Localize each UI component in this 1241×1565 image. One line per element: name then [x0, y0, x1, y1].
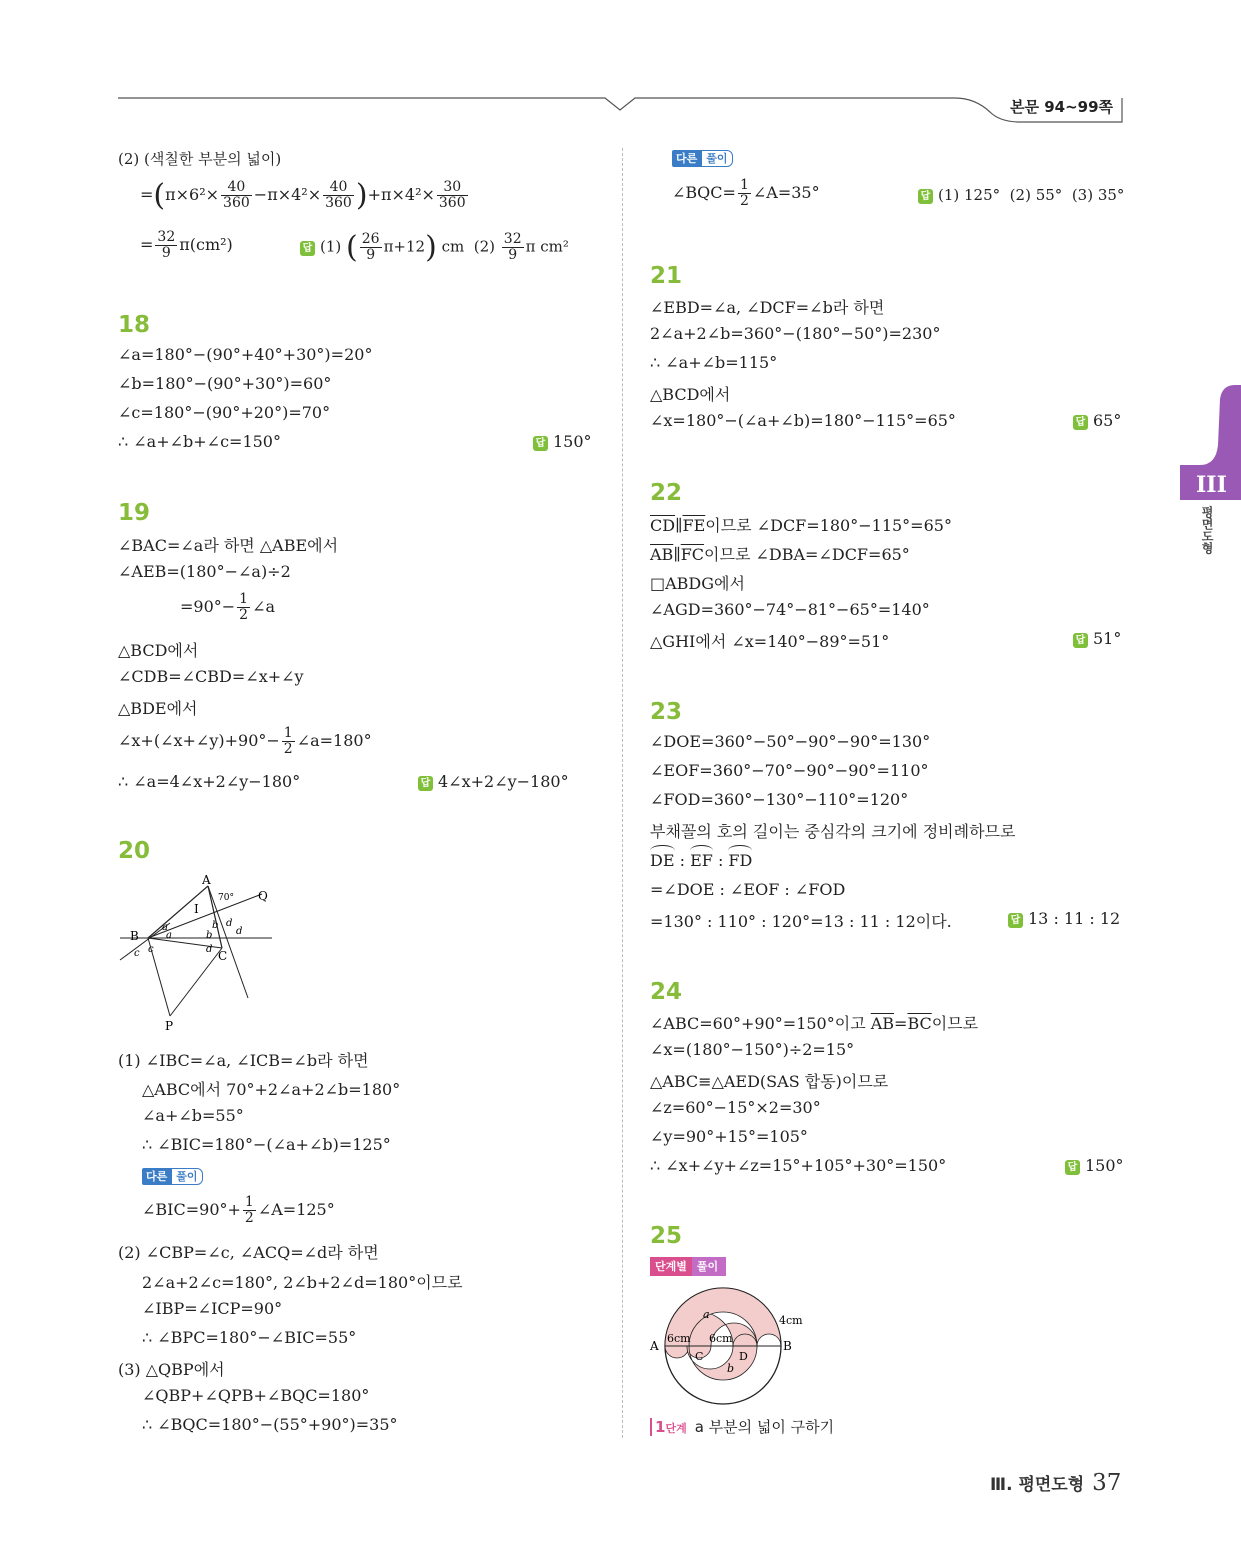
q20-figure: [110, 868, 290, 1038]
q24-answer: 답 150°: [1065, 1156, 1124, 1175]
q20-line: (3) △QBP에서: [118, 1360, 225, 1379]
q18-line: ∠a=180°−(90°+40°+30°)=20°: [118, 345, 373, 364]
q24-number: 24: [650, 979, 683, 1005]
q24-line: ∠ABC=60°+90°=150°이고 $\overline{AB}=\overline{BC}$이므로: [650, 1014, 979, 1033]
q20-label-b: b: [212, 920, 219, 931]
alt-solution-badge: 다른 풀이: [672, 150, 733, 166]
q20-line: ∴ ∠BQC=180°−(55°+90°)=35°: [142, 1415, 398, 1434]
q20-label-b: b: [206, 930, 213, 941]
q22-line: □ABDG에서: [650, 574, 745, 593]
q23-line: ∠DOE=360°−50°−90°−90°=130°: [650, 732, 931, 751]
q19-line: ∴ ∠a=4∠x+2∠y−180°: [118, 772, 301, 791]
q25-label-len3: 4cm: [779, 1314, 803, 1327]
q20-answer: 답 (1) 125° (2) 55° (3) 35°: [918, 186, 1124, 204]
q18-number: 18: [118, 312, 151, 338]
q20-label-A: A: [202, 873, 211, 887]
q19-line: ∠CDB=∠CBD=∠x+∠y: [118, 667, 304, 686]
q22-line: $\overline{AB}\parallel\overline{FC}$이므로 ∠DBA=∠DCF=65°: [650, 545, 910, 564]
chapter-tab: [1180, 385, 1241, 500]
q17-subtitle: (2) (색칠한 부분의 넓이): [118, 150, 282, 168]
q25-step1: 1단계 a 부분의 넓이 구하기: [650, 1416, 834, 1437]
q25-label-B: B: [783, 1339, 792, 1353]
q22-line: $\overline{CD}\parallel\overline{FE}$이므로 ∠DCF=180°−115°=65°: [650, 516, 952, 535]
q20-line: ∴ ∠BIC=180°−(∠a+∠b)=125°: [142, 1135, 391, 1154]
q20-line: ∠QBP+∠QPB+∠BQC=180°: [142, 1386, 370, 1405]
q20-label-C: C: [218, 949, 228, 963]
chapter-numeral: III: [1196, 472, 1227, 498]
q20-line: 2∠a+2∠c=180°, 2∠b+2∠d=180°이므로: [142, 1273, 463, 1292]
q19-line: ∠x+(∠x+∠y)+90°− $\frac{1}{2}$ ∠a=180°: [118, 725, 372, 757]
column-divider: [622, 148, 623, 1438]
q19-line: =90°− $\frac{1}{2}$ ∠a: [180, 591, 276, 623]
q25-label-b: b: [727, 1362, 735, 1375]
q23-line: =∠DOE : ∠EOF : ∠FOD: [650, 880, 846, 899]
q20-label-d: d: [226, 918, 233, 929]
q18-line: ∠c=180°−(90°+20°)=70°: [118, 403, 331, 422]
q23-number: 23: [650, 699, 683, 725]
q23-line: ∠FOD=360°−130°−110°=120°: [650, 790, 909, 809]
q20-label-I: I: [194, 902, 199, 916]
q21-number: 21: [650, 263, 683, 289]
q25-label-A: A: [650, 1339, 659, 1353]
q25-label-C: C: [695, 1350, 704, 1363]
q20-label-P: P: [165, 1019, 174, 1033]
q22-line: △GHI에서 ∠x=140°−89°=51°: [650, 632, 890, 651]
q20-label-d: d: [206, 944, 213, 955]
q23-line: 부채꼴의 호의 길이는 중심각의 크기에 정비례하므로: [650, 822, 1016, 841]
q20-label-a: a: [166, 930, 172, 941]
q20-label-B: B: [130, 929, 139, 943]
q20-alt2-line: ∠BQC= $\frac{1}{2}$ ∠A=35°: [672, 177, 820, 209]
q25-label-len1: 6cm: [667, 1332, 691, 1345]
q20-number: 20: [118, 838, 151, 864]
q25-label-len2: 6cm: [709, 1332, 733, 1345]
q20-alt-line: ∠BIC=90°+ $\frac{1}{2}$ ∠A=125°: [142, 1194, 335, 1226]
alt-solution-badge: 다른 풀이: [142, 1168, 203, 1184]
q19-answer: 답 4∠x+2∠y−180°: [418, 772, 569, 791]
header-rule: [0, 0, 1241, 140]
q21-line: ∠EBD=∠a, ∠DCF=∠b라 하면: [650, 298, 885, 317]
q22-line: ∠AGD=360°−74°−81°−65°=140°: [650, 600, 930, 619]
q24-line: △ABC≡△AED(SAS 합동)이므로: [650, 1072, 889, 1091]
q24-line: ∴ ∠x+∠y+∠z=15°+105°+30°=150°: [650, 1156, 947, 1175]
q18-line: ∴ ∠a+∠b+∠c=150°: [118, 432, 281, 451]
q19-line: ∠BAC=∠a라 하면 △ABE에서: [118, 536, 339, 555]
q20-line: ∴ ∠BPC=180°−∠BIC=55°: [142, 1328, 357, 1347]
q25-label-a: a: [703, 1308, 710, 1321]
q23-line: =130° : 110° : 120°=13 : 11 : 12이다.: [650, 912, 952, 931]
q20-line: ∠a+∠b=55°: [142, 1106, 244, 1125]
q22-answer: 답 51°: [1073, 629, 1121, 648]
q24-line: ∠y=90°+15°=105°: [650, 1127, 808, 1146]
q20-line: △ABC에서 70°+2∠a+2∠b=180°: [142, 1080, 401, 1099]
step-solution-badge: 단계별 풀이: [650, 1258, 726, 1274]
q17-line3: = $\frac{32}{9}$ π(cm²): [140, 229, 233, 261]
q23-line: ∠EOF=360°−70°−90°−90°=110°: [650, 761, 929, 780]
q20-line: (1) ∠IBC=∠a, ∠ICB=∠b라 하면: [118, 1051, 369, 1070]
q25-number: 25: [650, 1223, 683, 1249]
page-reference: 본문 94~99쪽: [1010, 98, 1114, 116]
q19-line: △BCD에서: [118, 641, 199, 660]
q18-answer: 답 150°: [533, 432, 592, 451]
q24-line: ∠z=60°−15°×2=30°: [650, 1098, 821, 1117]
q21-line: ∠x=180°−(∠a+∠b)=180°−115°=65°: [650, 411, 956, 430]
page-footer: Ⅲ. 평면도형 37: [990, 1470, 1122, 1496]
q25-label-D: D: [739, 1350, 748, 1363]
q25-figure: [645, 1282, 825, 1412]
q19-line: △BDE에서: [118, 699, 198, 718]
q20-label-angle: 70°: [218, 893, 234, 903]
q20-label-Q: Q: [258, 889, 268, 903]
q17-line2: =(π×6²× $\frac{40}{360}$ −π×4²× $\frac{40}{360}$ )+π×4²× $\frac{30}{360}$: [140, 178, 466, 213]
q19-number: 19: [118, 500, 151, 526]
q23-arc-line: DE : EF : FD: [650, 851, 753, 870]
chapter-label: 평면도형: [1200, 506, 1214, 554]
q21-answer: 답 65°: [1073, 411, 1121, 430]
q20-label-a: a: [162, 922, 168, 933]
q20-label-c: c: [134, 948, 140, 959]
q21-line: ∴ ∠a+∠b=115°: [650, 353, 778, 372]
q21-line: 2∠a+2∠b=360°−(180°−50°)=230°: [650, 324, 941, 343]
q20-line: ∠IBP=∠ICP=90°: [142, 1299, 283, 1318]
q23-answer: 답 13 : 11 : 12: [1008, 909, 1120, 928]
q20-label-c: c: [148, 944, 154, 955]
q20-line: (2) ∠CBP=∠c, ∠ACQ=∠d라 하면: [118, 1243, 379, 1262]
q22-number: 22: [650, 480, 683, 506]
q18-line: ∠b=180°−(90°+30°)=60°: [118, 374, 332, 393]
q20-label-d: d: [236, 926, 243, 937]
q21-line: △BCD에서: [650, 385, 731, 404]
q19-line: ∠AEB=(180°−∠a)÷2: [118, 562, 291, 581]
q17-answer: 답 (1) ( $\frac{26}{9}$ π+12) cm (2) $\frac{32}{9}$ π cm²: [300, 230, 569, 265]
q24-line: ∠x=(180°−150°)÷2=15°: [650, 1040, 855, 1059]
